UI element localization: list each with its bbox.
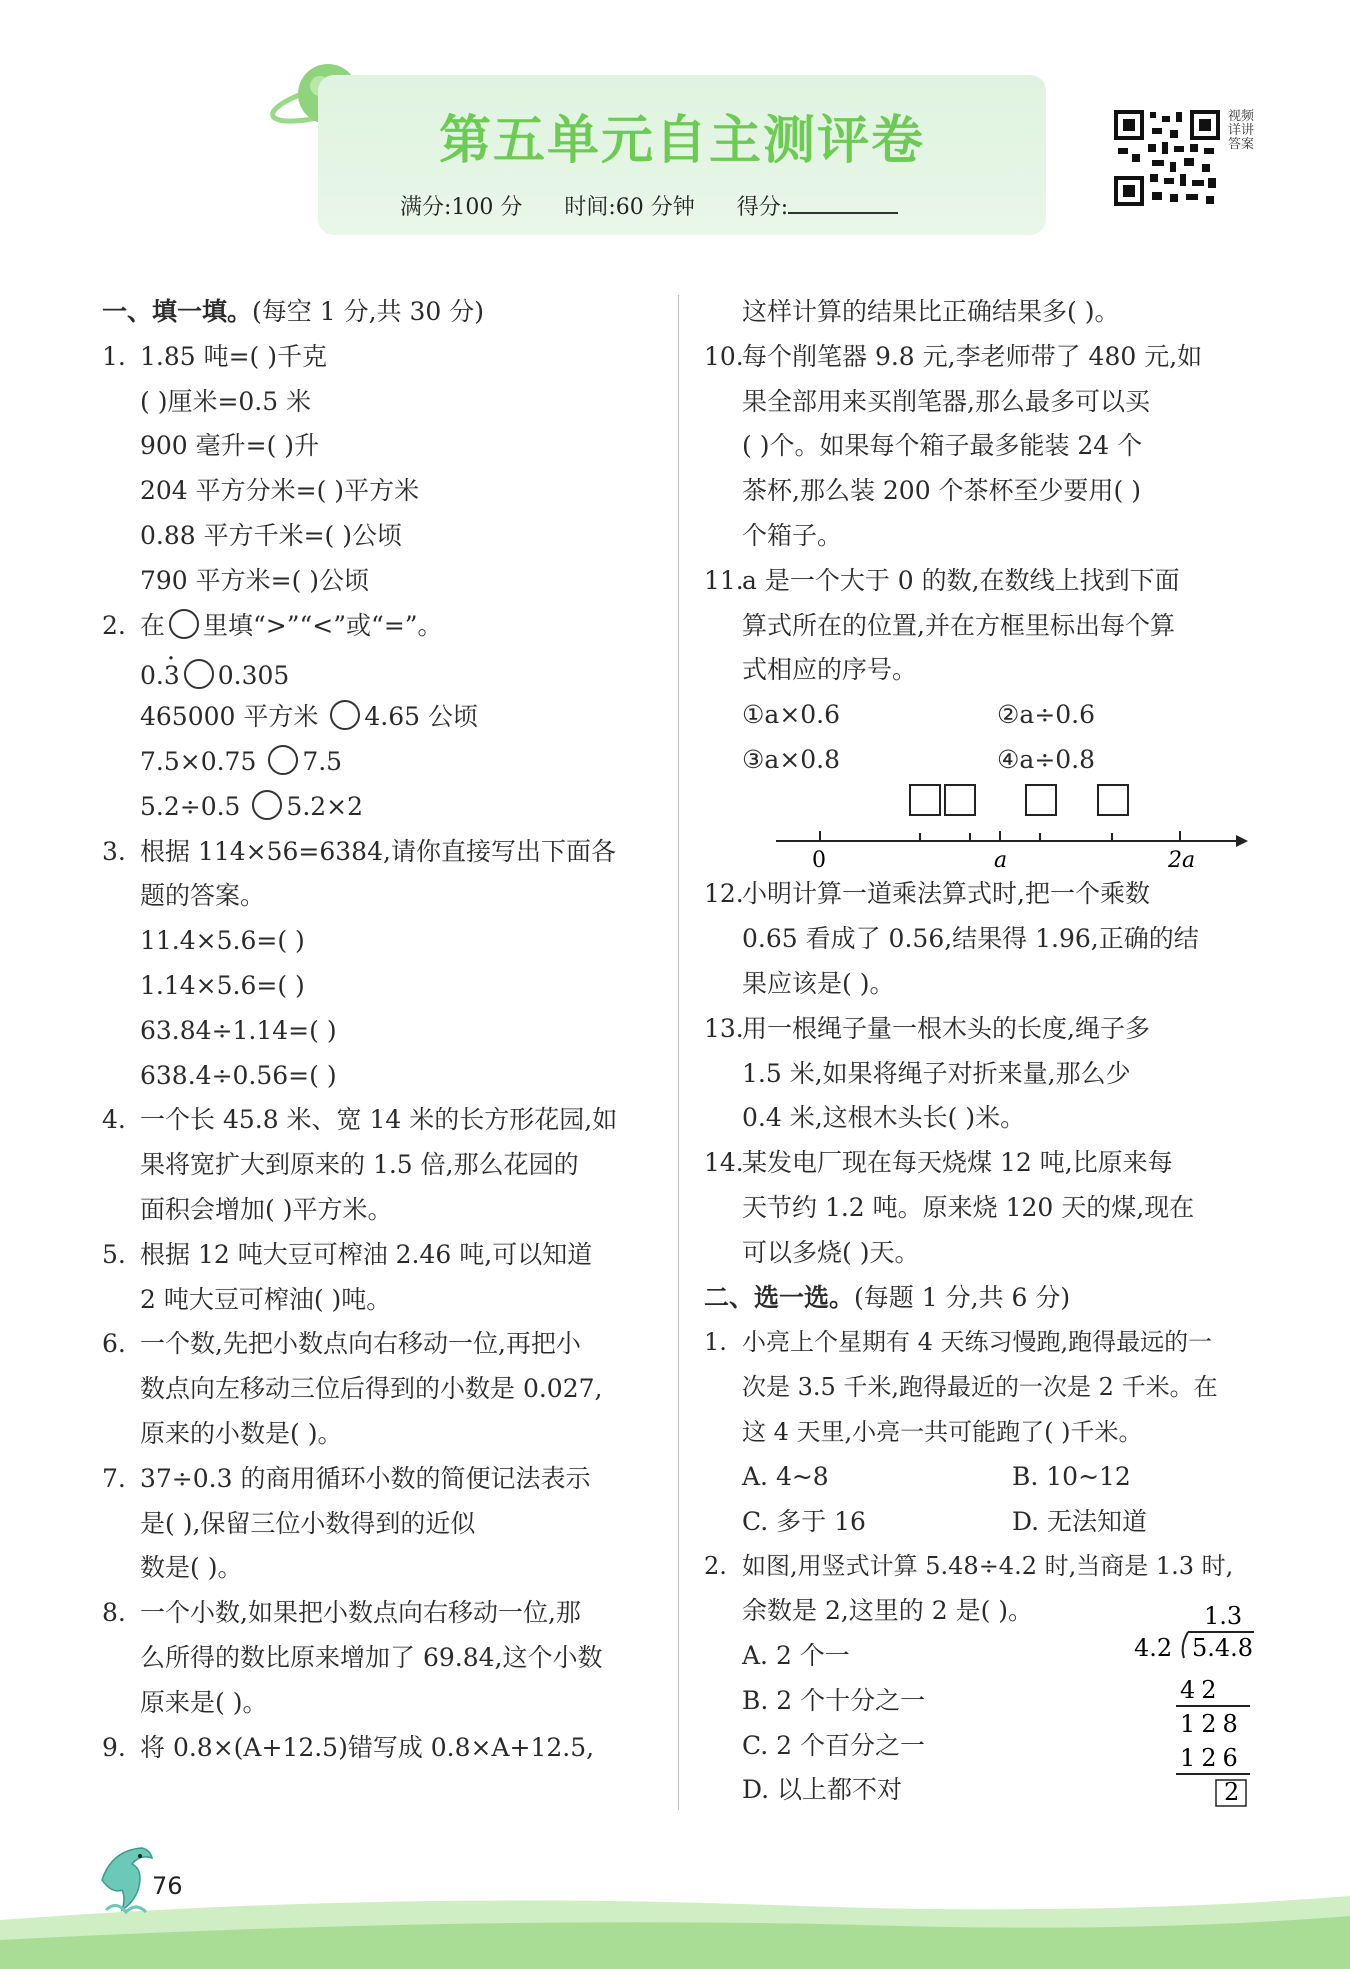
compare-circle[interactable]: [252, 790, 282, 820]
section-heading-fill: 一、填一填。(每空 1 分,共 30 分): [102, 297, 484, 326]
question-text: 这 4 天里,小亮一共可能跑了( )千米。: [742, 1417, 1143, 1446]
answer-box[interactable]: [945, 785, 975, 815]
question-text: 题的答案。: [140, 881, 266, 911]
score-info: [400, 190, 898, 221]
choice-option[interactable]: A. 4~8: [742, 1461, 829, 1491]
choice-option[interactable]: B. 2 个十分之一: [742, 1685, 926, 1715]
answer-box[interactable]: [910, 785, 940, 815]
question-7: 7. 37÷0.3 的商用循环小数的简便记法表示: [102, 1463, 591, 1493]
number-line-label: a: [994, 848, 1008, 873]
question-text: 原来的小数是( )。: [140, 1418, 343, 1448]
choice-option[interactable]: D. 以上都不对: [742, 1775, 903, 1805]
question-text: 果全部用来买削笔器,那么最多可以买: [742, 386, 1150, 416]
compare-circle[interactable]: [330, 700, 360, 730]
page-title: 第五单元自主测评卷: [438, 111, 925, 171]
choice-option[interactable]: C. 2 个百分之一: [742, 1730, 925, 1760]
number-line-label: 0: [812, 848, 826, 873]
time-limit: 时间:60 分钟: [564, 195, 695, 220]
question-text: 是( ),保留三位小数得到的近似: [140, 1508, 476, 1538]
option-row: [704, 1455, 1264, 1500]
full-score: 满分:100 分: [400, 195, 523, 220]
question-text: 1.5 米,如果将绳子对折来量,那么少: [742, 1058, 1131, 1088]
expr-option: ②a÷0.6: [997, 700, 1096, 730]
option-row: [704, 1500, 1264, 1545]
score-blank[interactable]: [788, 194, 898, 214]
divisor: 4.2: [1134, 1634, 1173, 1662]
compare-circle-icon: [169, 609, 199, 639]
question-1-sub: 204 平方分米=( )平方米: [140, 476, 420, 506]
question-text: 次是 3.5 千米,跑得最近的一次是 2 千米。在: [742, 1373, 1218, 1402]
dividend: 5.4.8: [1192, 1634, 1254, 1662]
long-division: [1128, 1600, 1258, 1810]
compare-item: 5.2÷0.5 5.2×2: [140, 791, 364, 821]
question-text: 数是( )。: [140, 1553, 243, 1583]
remainder: 2: [1224, 1778, 1240, 1806]
question-text: 0.4 米,这根木头长( )米。: [742, 1103, 1026, 1133]
compare-item: 0.· 3 0.305: [102, 654, 662, 699]
question-text: 余数是 2,这里的 2 是( )。: [742, 1596, 1034, 1626]
expr-option: ①a×0.6: [742, 700, 841, 730]
question-1-sub: ( )厘米=0.5 米: [140, 386, 312, 416]
answer-box[interactable]: [1098, 785, 1128, 815]
number-line-label: 2a: [1168, 848, 1196, 873]
qr-code-icon[interactable]: [1112, 108, 1222, 208]
question-text: 果应该是( )。: [742, 968, 895, 998]
question-3-sub: 1.14×5.6=( ): [140, 970, 305, 1000]
footer-wave: [0, 1870, 1350, 1969]
question-1-sub: 0.88 平方千米=( )公顷: [140, 520, 403, 550]
section-heading-choose: 二、选一选。(每题 1 分,共 6 分): [704, 1282, 1071, 1312]
question-text: 原来是( )。: [140, 1687, 268, 1717]
question-text: 么所得的数比原来增加了 69.84,这个小数: [140, 1642, 603, 1672]
division-step: 126: [1180, 1744, 1244, 1772]
compare-item: 465000 平方米 4.65 公顷: [140, 702, 478, 732]
question-4: 4. 一个长 45.8 米、宽 14 米的长方形花园,如: [102, 1105, 618, 1135]
answer-box[interactable]: [1026, 785, 1056, 815]
question-1-sub: 900 毫升=( )升: [140, 431, 320, 461]
choice-option[interactable]: C. 多于 16: [742, 1506, 866, 1536]
question-text: ( )个。如果每个箱子最多能装 24 个: [742, 431, 1143, 461]
question-2: 2. 在 里填“>”“<”或“=”。: [102, 610, 443, 640]
question-9: 9. 将 0.8×(A+12.5)错写成 0.8×A+12.5,: [102, 1732, 595, 1762]
choice-option[interactable]: A. 2 个一: [742, 1640, 850, 1670]
question-text: 面积会增加( )平方米。: [140, 1194, 393, 1224]
question-13: 13.用一根绳子量一根木头的长度,绳子多: [704, 1013, 1150, 1043]
question-10: 10.每个削笔器 9.8 元,李老师带了 480 元,如: [704, 341, 1203, 371]
question-6: 6. 一个数,先把小数点向右移动一位,再把小: [102, 1329, 581, 1359]
question-1-sub: 790 平方米=( )公顷: [140, 565, 370, 595]
division-step: 42: [1180, 1676, 1223, 1704]
division-step: 128: [1180, 1710, 1244, 1738]
question-3: 3. 根据 114×56=6384,请你直接写出下面各: [102, 836, 616, 866]
column-divider: [678, 295, 679, 1810]
question-text: 果将宽扩大到原来的 1.5 倍,那么花园的: [140, 1150, 579, 1180]
question-text: 0.65 看成了 0.56,结果得 1.96,正确的结: [742, 924, 1199, 954]
question-text: 这样计算的结果比正确结果多( )。: [742, 297, 1120, 326]
qr-label: 视频详讲答案: [1228, 109, 1255, 152]
question-text: 2 吨大豆可榨油( )吨。: [140, 1284, 392, 1314]
question-3-sub: 11.4×5.6=( ): [140, 926, 305, 956]
left-column: [102, 290, 662, 1770]
question-5: 5. 根据 12 吨大豆可榨油 2.46 吨,可以知道: [102, 1239, 593, 1269]
question-text: 数点向左移动三位后得到的小数是 0.027,: [140, 1374, 603, 1404]
question-text: 个箱子。: [742, 520, 843, 550]
score-label: 得分:: [736, 195, 789, 220]
choice-option[interactable]: D. 无法知道: [1012, 1506, 1148, 1536]
compare-circle[interactable]: [184, 659, 214, 689]
question-text: 茶杯,那么装 200 个茶杯至少要用( ): [742, 476, 1142, 506]
compare-circle[interactable]: [268, 745, 298, 775]
question-text: 天节约 1.2 吨。原来烧 120 天的煤,现在: [742, 1192, 1195, 1222]
option-row: [704, 693, 1264, 738]
expr-option: ③a×0.8: [742, 744, 841, 774]
question-3-sub: 63.84÷1.14=( ): [140, 1015, 337, 1045]
question-11: 11.a 是一个大于 0 的数,在数线上找到下面: [704, 565, 1180, 595]
expr-option: ④a÷0.8: [997, 744, 1096, 774]
question-12: 12.小明计算一道乘法算式时,把一个乘数: [704, 879, 1150, 909]
number-line: [770, 775, 1250, 875]
question-8: 8. 一个小数,如果把小数点向右移动一位,那: [102, 1598, 581, 1628]
choice-question-2: 2. 如图,用竖式计算 5.48÷4.2 时,当商是 1.3 时,: [704, 1552, 1234, 1581]
question-text: 式相应的序号。: [742, 655, 918, 685]
choice-option[interactable]: B. 10~12: [1012, 1461, 1131, 1491]
question-text: 可以多烧( )天。: [742, 1237, 920, 1267]
question-1: 1. 1.85 吨=( )千克: [102, 341, 328, 371]
question-3-sub: 638.4÷0.56=( ): [140, 1060, 337, 1090]
question-14: 14.某发电厂现在每天烧煤 12 吨,比原来每: [704, 1148, 1173, 1178]
question-text: 算式所在的位置,并在方框里标出每个算: [742, 610, 1175, 640]
arrow-icon: [1236, 835, 1248, 847]
choice-question-1: 1. 小亮上个星期有 4 天练习慢跑,跑得最远的一: [704, 1328, 1213, 1357]
compare-item: 7.5×0.75 7.5: [140, 746, 343, 776]
repeating-digit: · 3: [164, 661, 180, 690]
quotient: 1.3: [1204, 1602, 1243, 1630]
right-column: [704, 290, 1264, 1813]
page-number: 76: [152, 1872, 183, 1900]
